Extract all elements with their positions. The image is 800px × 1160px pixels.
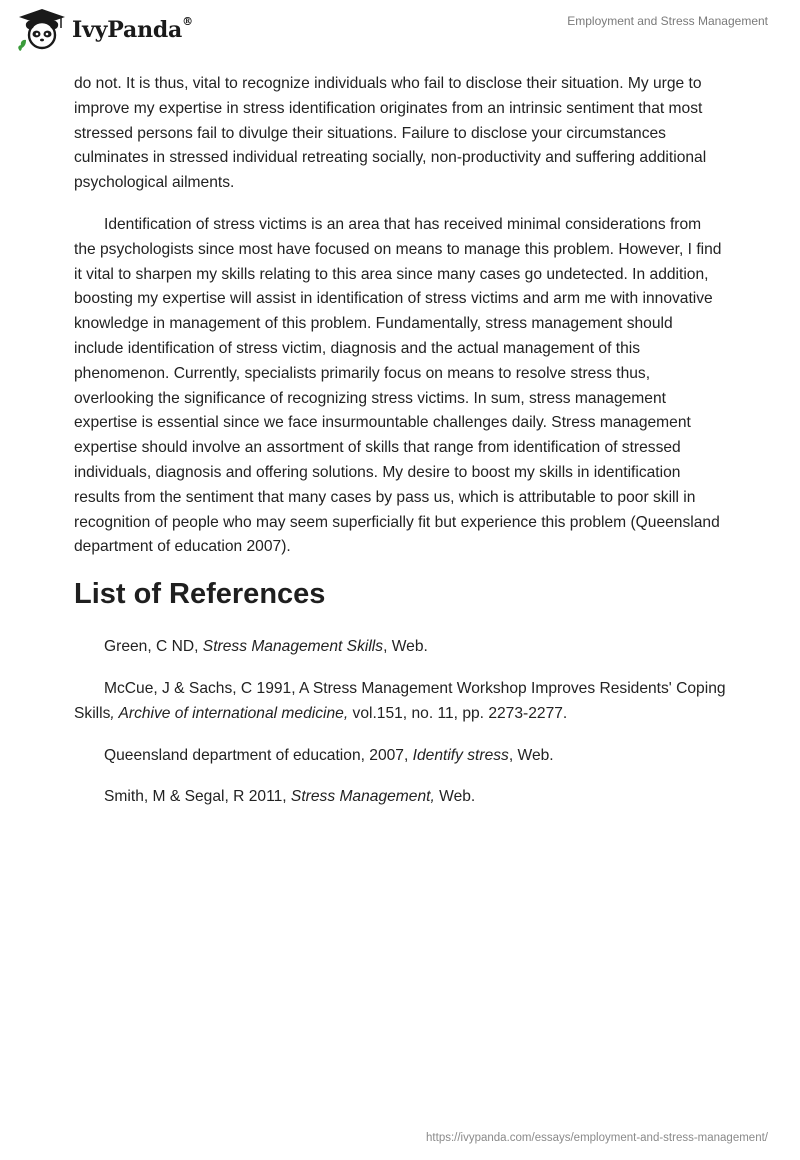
reference-item: Green, C ND, Stress Management Skills, Web. (104, 638, 428, 656)
page-header (0, 0, 800, 60)
source-url-link[interactable]: https://ivypanda.com/essays/employment-and-stress-management/ (426, 1132, 768, 1144)
panda-graduate-icon (16, 8, 68, 52)
references-heading: List of References (74, 578, 326, 611)
reference-item: McCue, J & Sachs, C 1991, A Stress Management Workshop Improves Residents' Coping Skills, Archive of international medicine, vol.151, no. 11, pp. 2273-2277. (74, 679, 726, 722)
body-paragraph: do not. It is thus, vital to recognize individuals who fail to disclose their situation. My urge to improve my expertise in stress identification originates from an intrinsic sentiment that most stressed persons fail to divulge their situations. Failure to disclose your circumstances culminates in stressed individual retreating socially, non-productivity and suffering additional psychological ailments. (74, 75, 707, 192)
ivypanda-logo[interactable] (16, 8, 193, 52)
essay-content (74, 72, 726, 827)
document-title: Employment and Stress Management (567, 14, 768, 28)
body-paragraph: Identification of stress victims is an area that has received minimal considerations from the psychologists since most have focused on means to manage this problem. However, I find it vital to sharpen my skills relating to this area since many cases go undetected. In addition, boosting my expertise will assist in identification of stress victims and arm me with innovative knowledge in management of this problem. Fundamentally, stress management should include identification of stress victim, diagnosis and the actual management of this phenomenon. Currently, specialists primarily focus on means to resolve stress thus, overlooking the significance of recognizing stress victims. In sum, stress management expertise is essential since we face insurmountable challenges daily. Stress management expertise should involve an assortment of skills that range from identification of stressed individuals, diagnosis and offering solutions. My desire to boost my skills in identification results from the sentiment that many cases by pass us, which is attributable to poor skill in recognition of people who may seem superficially fit but experience this problem (Queensland department of education 2007). (74, 215, 722, 556)
reference-item: Queensland department of education, 2007, Identify stress, Web. (104, 746, 554, 764)
logo-wordmark: IvyPanda® (72, 15, 193, 43)
reference-item: Smith, M & Segal, R 2011, Stress Management, Web. (104, 788, 476, 806)
